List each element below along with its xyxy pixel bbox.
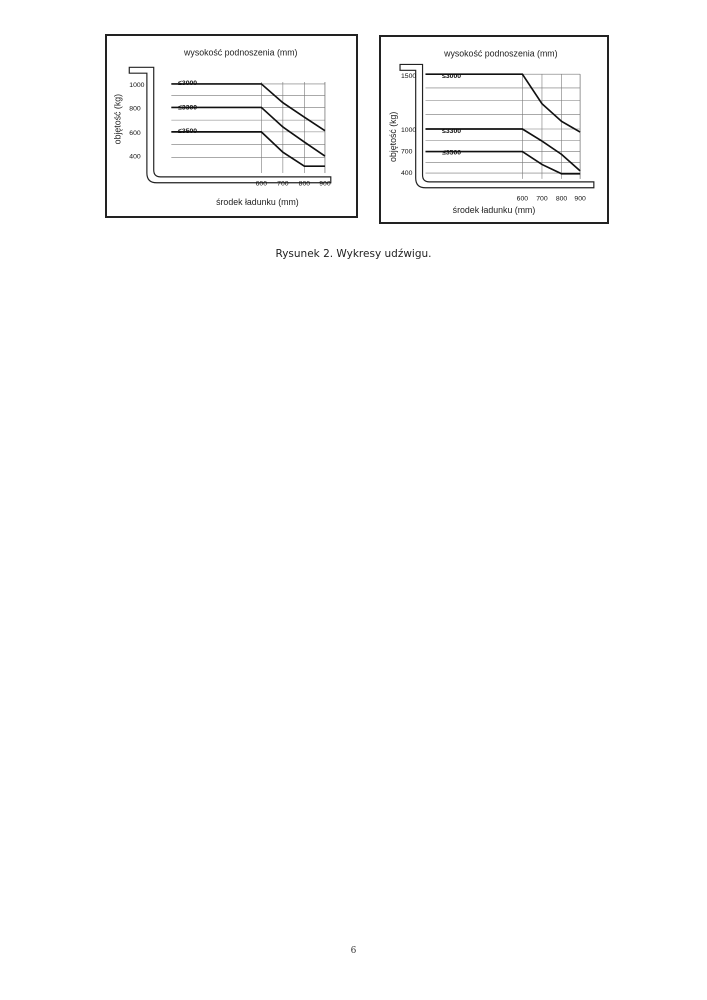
x-axis-label: środek ładunku (mm) — [452, 205, 536, 216]
fork-outline — [400, 64, 594, 187]
chart-title: wysokość podnoszenia (mm) — [184, 47, 298, 58]
x-tick-label: 900 — [574, 195, 586, 203]
series-line — [171, 132, 325, 166]
series-label: ≤3500 — [178, 127, 198, 135]
y-tick-label: 1500 — [401, 73, 417, 81]
series-label: ≤3000 — [178, 79, 198, 87]
y-axis-label: objętość (kg) — [112, 93, 123, 145]
chart-series-group — [171, 84, 325, 166]
y-tick-label: 1000 — [401, 126, 417, 134]
x-axis-label: środek ładunku (mm) — [216, 197, 299, 208]
x-tick-label: 700 — [277, 180, 289, 188]
y-tick-label: 700 — [401, 148, 413, 156]
y-tick-label: 400 — [401, 170, 413, 178]
y-axis-label: objętość (kg) — [388, 111, 399, 163]
y-tick-label: 400 — [129, 153, 141, 161]
series-label: ≤3300 — [178, 104, 198, 112]
x-tick-label: 600 — [255, 180, 268, 188]
x-tick-label: 800 — [298, 180, 311, 188]
chart-series-group — [425, 74, 580, 174]
load-chart-2-svg — [381, 37, 607, 222]
y-tick-label: 600 — [129, 129, 141, 137]
y-tick-label: 1000 — [129, 81, 145, 89]
load-chart-2 — [379, 35, 609, 224]
series-label: ≤3000 — [442, 73, 462, 81]
load-chart-1-svg — [107, 36, 356, 216]
load-chart-1 — [105, 34, 358, 218]
x-tick-label: 800 — [555, 195, 568, 203]
page-number: 6 — [350, 946, 357, 956]
series-line — [425, 74, 580, 132]
x-tick-label: 700 — [536, 195, 548, 203]
series-label: ≤3500 — [442, 149, 462, 157]
x-tick-label: 900 — [319, 180, 331, 188]
x-tick-label: 600 — [516, 195, 529, 203]
figure-caption: Rysunek 2. Wykresy udźwigu. — [275, 248, 432, 260]
chart-grid — [425, 74, 580, 179]
chart-title: wysokość podnoszenia (mm) — [444, 48, 558, 59]
y-tick-label: 800 — [129, 105, 141, 113]
series-label: ≤3300 — [442, 127, 462, 135]
